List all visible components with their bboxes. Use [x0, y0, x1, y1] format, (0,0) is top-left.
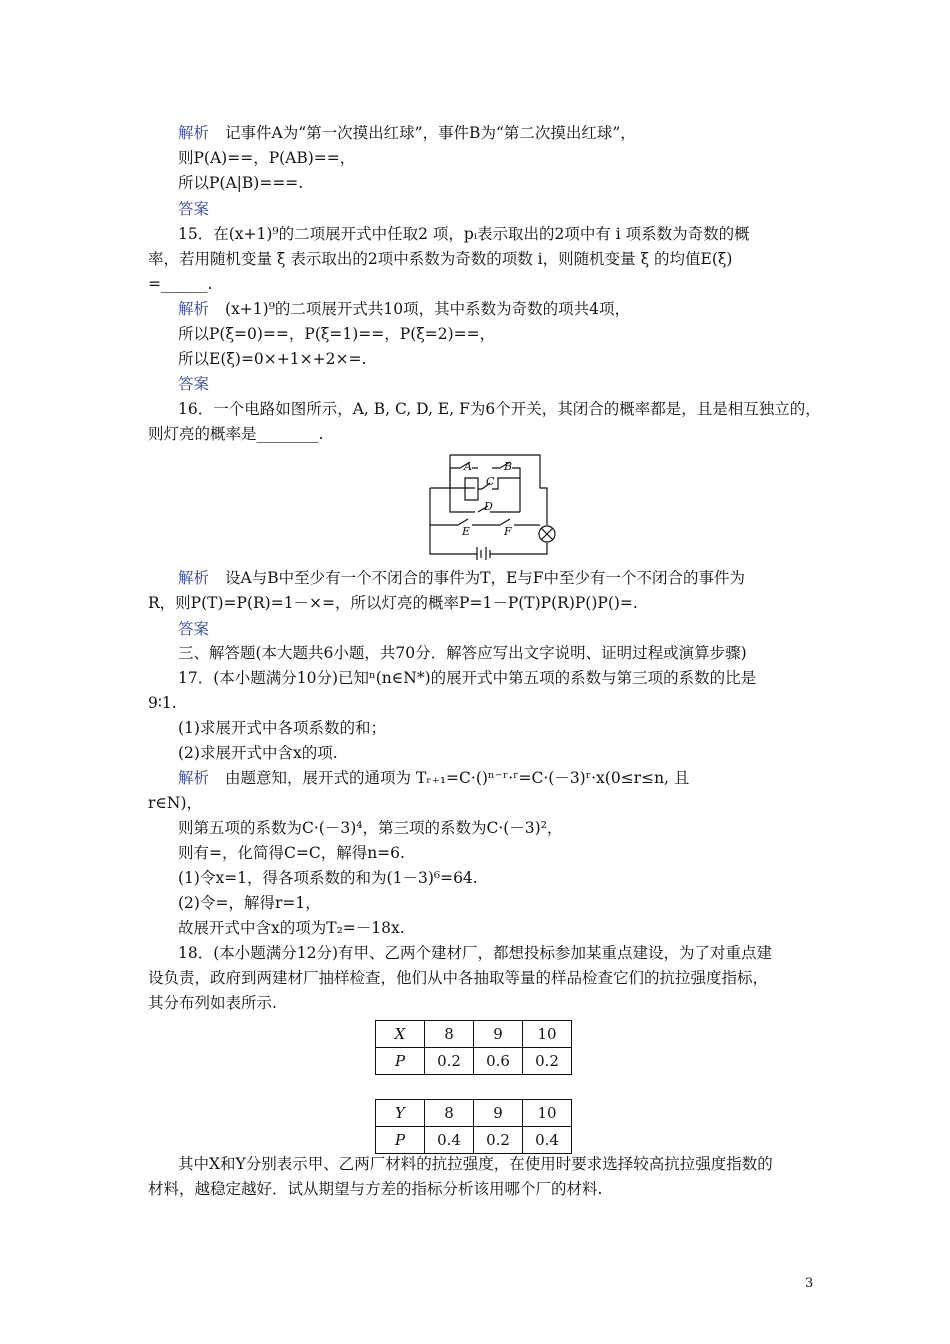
table-cell: P [376, 1127, 425, 1154]
switch-label-b: B [504, 460, 513, 473]
table-row [376, 1100, 572, 1127]
q15-analysis-label: 解析 [178, 300, 210, 318]
q15-analysis-text-1: (x+1)⁹的二项展开式共10项，其中系数为奇数的项共4项， [225, 300, 631, 318]
q17-analysis-line-5: (1)令x=1，得各项系数的和为(1－3)⁶=64. [178, 869, 478, 887]
switch-label-c: C [486, 475, 495, 488]
section-3-title: 三、解答题(本大题共6小题，共70分．解答应写出文字说明、证明过程或演算步骤) [178, 644, 747, 662]
distribution-table-y [375, 1099, 572, 1154]
q17-analysis-line-3: 则第五项的系数为C·(－3)⁴，第三项的系数为C·(－3)²， [178, 819, 563, 837]
q18-tail-line-1: 其中X和Y分别表示甲、乙两厂材料的抗拉强度，在使用时要求选择较高抗拉强度指数的 [178, 1155, 773, 1173]
table-cell: 0.4 [425, 1127, 474, 1154]
table-cell: 8 [425, 1021, 474, 1048]
table-cell: 9 [474, 1021, 523, 1048]
q16-analysis-line-1 [178, 567, 745, 589]
q17-stem-line-2: 9∶1. [148, 694, 177, 712]
table-cell: 8 [425, 1100, 474, 1127]
q14-analysis-line-1 [178, 122, 636, 144]
table-cell: Y [376, 1100, 425, 1127]
q14-analysis-line-3: 所以P(A|B)===. [178, 174, 304, 192]
table-cell: 0.2 [523, 1048, 572, 1075]
q17-analysis-line-4: 则有=，化简得C=C，解得n=6. [178, 844, 405, 862]
q17-part-1: (1)求展开式中各项系数的和； [178, 719, 386, 737]
q15-analysis-line-2: 所以P(ξ=0)==，P(ξ=1)==，P(ξ=2)==， [178, 325, 496, 343]
table-row [376, 1021, 572, 1048]
table-cell: 0.6 [474, 1048, 523, 1075]
q18-stem-line-2: 设负责，政府到两建材厂抽样检查，他们从中各抽取等量的样品检查它们的抗拉强度指标， [148, 969, 769, 987]
q17-analysis-line-6: (2)令=，解得r=1， [178, 894, 321, 912]
table-row [376, 1048, 572, 1075]
circuit-diagram [420, 450, 565, 560]
q16-analysis-text-1: 设A与B中至少有一个不闭合的事件为T，E与F中至少有一个不闭合的事件为 [225, 569, 746, 587]
q15-answer-label: 答案 [178, 375, 210, 393]
table-cell: 0.2 [474, 1127, 523, 1154]
q18-tail-line-2: 材料，越稳定越好．试从期望与方差的指标分析该用哪个厂的材料. [148, 1180, 603, 1198]
table-cell: 10 [523, 1100, 572, 1127]
q17-analysis-line-2: r∈N)， [148, 794, 202, 812]
table-cell: X [376, 1021, 425, 1048]
q15-analysis-line-3: 所以E(ξ)=0×+1×+2×=. [178, 350, 367, 368]
q14-answer-label: 答案 [178, 200, 210, 218]
table-row [376, 1127, 572, 1154]
switch-label-a: A [464, 460, 472, 473]
table-cell: 9 [474, 1100, 523, 1127]
page-number: 3 [805, 1276, 814, 1291]
q18-stem-line-3: 其分布列如表所示. [148, 994, 277, 1012]
table-cell: 10 [523, 1021, 572, 1048]
switch-label-f: F [504, 525, 512, 538]
q14-analysis-text-1: 记事件A为“第一次摸出红球”，事件B为“第二次摸出红球”， [225, 124, 636, 142]
table-cell: 0.2 [425, 1048, 474, 1075]
q16-stem-line-1: 16．一个电路如图所示，A, B, C, D, E, F为6个开关，其闭合的概率都是，且是相互独立的， [178, 400, 821, 418]
table-cell: 0.4 [523, 1127, 572, 1154]
q14-analysis-label: 解析 [178, 124, 210, 142]
q18-stem-line-1: 18．(本小题满分12分)有甲、乙两个建材厂，都想投标参加某重点建设，为了对重点建 [178, 944, 773, 962]
q16-answer-label: 答案 [178, 620, 210, 638]
q15-stem-line-1: 15．在(x+1)⁹的二项展开式中任取2 项，pᵢ表示取出的2项中有 i 项系数为奇数的概 [178, 225, 750, 243]
q17-analysis-line-7: 故展开式中含x的项为T₂=－18x. [178, 919, 405, 937]
switch-label-d: D [484, 500, 493, 513]
table-cell: P [376, 1048, 425, 1075]
switch-label-e: E [462, 525, 471, 538]
q17-analysis-label: 解析 [178, 769, 210, 787]
q16-analysis-line-2: R，则P(T)=P(R)=1－×=，所以灯亮的概率P=1－P(T)P(R)P()P()=. [148, 594, 638, 612]
q17-stem-line-1: 17．(本小题满分10分)已知ⁿ(n∈N*)的展开式中第五项的系数与第三项的系数的比是 [178, 669, 757, 687]
q16-stem-line-2: 则灯亮的概率是________. [148, 425, 324, 443]
q15-stem-line-3: =______. [148, 275, 213, 293]
q17-part-2: (2)求展开式中含x的项. [178, 744, 338, 762]
q14-analysis-line-2: 则P(A)==，P(AB)==， [178, 149, 356, 167]
q15-analysis-line-1 [178, 298, 630, 320]
q15-stem-line-2: 率，若用随机变量 ξ 表示取出的2项中系数为奇数的项数 i，则随机变量 ξ 的均值E(ξ) [148, 250, 733, 268]
q17-analysis-line-1 [178, 767, 689, 789]
distribution-table-x [375, 1020, 572, 1075]
q17-analysis-text-1: 由题意知，展开式的通项为 Tᵣ₊₁=C·()ⁿ⁻ʳ·ʳ=C·(－3)ʳ·x(0≤r≤n, 且 [225, 769, 690, 787]
q16-analysis-label: 解析 [178, 569, 210, 587]
